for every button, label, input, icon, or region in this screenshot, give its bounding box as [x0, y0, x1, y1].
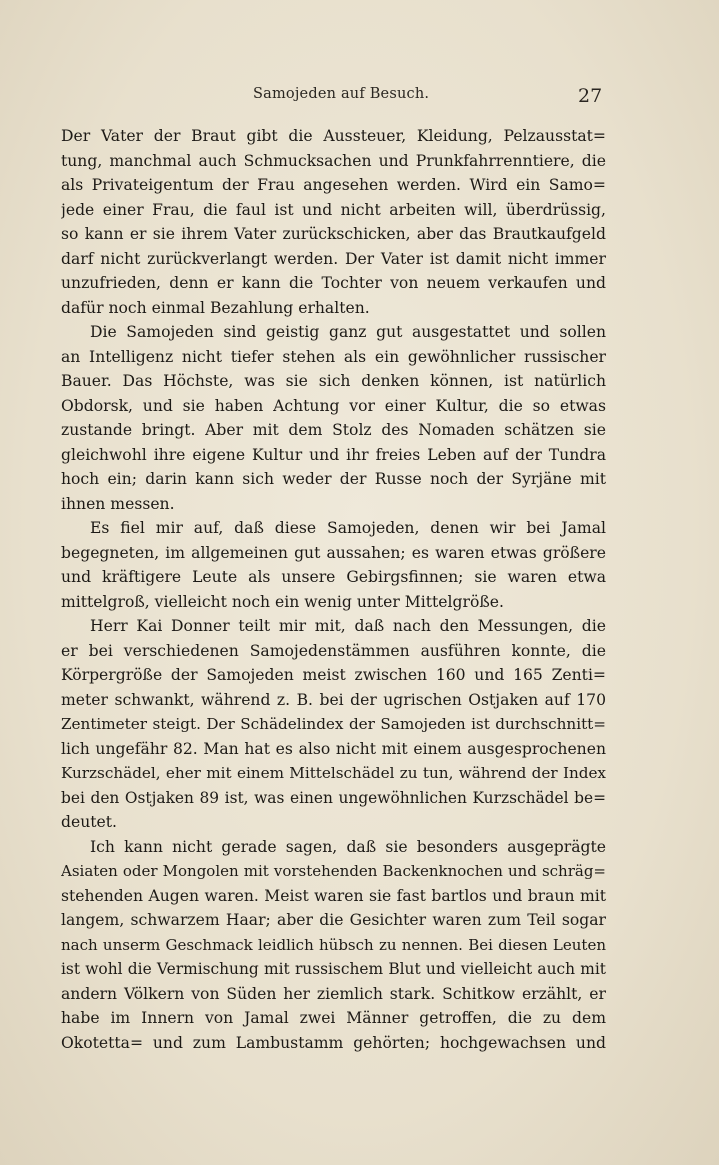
- text-line: Bauer. Das Höchste, was sie sich denken können, ist natürlich: [61, 372, 606, 390]
- text-line: gleichwohl ihre eigene Kultur und ihr freies Leben auf der Tundra: [61, 445, 606, 464]
- text-line: als Privateigentum der Frau angesehen werden. Wird ein Samo=: [61, 176, 606, 194]
- running-title: Samojeden auf Besuch.: [253, 86, 430, 102]
- text-line: darf nicht zurückverlangt werden. Der Vater ist damit nicht immer: [61, 249, 606, 268]
- text-line: Ich kann nicht gerade sagen, daß sie besonders ausgeprägte: [90, 837, 606, 856]
- text-line: an Intelligenz nicht tiefer stehen als ein gewöhnlicher russischer: [61, 347, 606, 366]
- text-line: unzufrieden, denn er kann die Tochter von neuem verkaufen und: [61, 274, 606, 292]
- text-line: nach unserm Geschmack leidlich hübsch zu nennen. Bei diesen Leuten: [61, 935, 606, 954]
- text-line: Die Samojeden sind geistig ganz gut ausgestattet und sollen: [90, 323, 606, 341]
- text-line: er bei verschiedenen Samojedenstämmen ausführen konnte, die: [61, 641, 606, 660]
- text-line: Asiaten oder Mongolen mit vorstehenden Backenknochen und schräg=: [61, 862, 606, 880]
- text-line: bei den Ostjaken 89 ist, was einen ungewöhnlichen Kurzschädel be=: [61, 788, 606, 807]
- text-line: und kräftigere Leute als unsere Gebirgsfinnen; sie waren etwa: [61, 568, 606, 586]
- text-line: jede einer Frau, die faul ist und nicht arbeiten will, überdrüssig,: [61, 200, 606, 219]
- text-line: meter schwankt, während z. B. bei der ugrischen Ostjaken auf 170: [61, 690, 606, 709]
- text-line: ist wohl die Vermischung mit russischem Blut und vielleicht auch mit: [61, 960, 606, 978]
- text-line: ihnen messen.: [61, 494, 175, 513]
- text-line: deutet.: [61, 813, 117, 831]
- text-line: stehenden Augen waren. Meist waren sie fast bartlos und braun mit: [61, 886, 606, 905]
- text-line: Zentimeter steigt. Der Schädelindex der Samojeden ist durchschnitt=: [61, 715, 606, 733]
- text-line: Es fiel mir auf, daß diese Samojeden, denen wir bei Jamal: [90, 519, 606, 537]
- text-line: tung, manchmal auch Schmucksachen und Prunkfahrrenntiere, die: [61, 151, 606, 170]
- page-number: 27: [578, 85, 603, 107]
- text-line: hoch ein; darin kann sich weder der Russe noch der Syrjäne mit: [61, 470, 606, 488]
- text-line: habe im Innern von Jamal zwei Männer getroffen, die zu dem: [61, 1009, 606, 1027]
- text-line: dafür noch einmal Bezahlung erhalten.: [61, 298, 370, 317]
- text-line: andern Völkern von Süden her ziemlich stark. Schitkow erzählt, er: [61, 984, 606, 1003]
- text-line: Obdorsk, und sie haben Achtung vor einer Kultur, die so etwas: [61, 396, 606, 415]
- text-line: Herr Kai Donner teilt mir mit, daß nach den Messungen, die: [90, 617, 606, 635]
- text-line: so kann er sie ihrem Vater zurückschicken, aber das Brautkaufgeld: [61, 225, 606, 243]
- text-line: Der Vater der Braut gibt die Aussteuer, Kleidung, Pelzausstat=: [61, 127, 606, 145]
- text-line: mittelgroß, vielleicht noch ein wenig unter Mittelgröße.: [61, 592, 504, 611]
- text-line: Okotetta= und zum Lambustamm gehörten; hochgewachsen und: [61, 1033, 606, 1052]
- text-line: lich ungefähr 82. Man hat es also nicht mit einem ausgesprochenen: [61, 739, 606, 758]
- text-line: langem, schwarzem Haar; aber die Gesichter waren zum Teil sogar: [61, 911, 606, 929]
- text-line: Kurzschädel, eher mit einem Mittelschädel zu tun, während der Index: [61, 764, 606, 782]
- body-text: [61, 124, 606, 1055]
- text-line: begegneten, im allgemeinen gut aussahen; es waren etwas größere: [61, 543, 606, 562]
- text-line: zustande bringt. Aber mit dem Stolz des Nomaden schätzen sie: [61, 421, 606, 439]
- text-line: Körpergröße der Samojeden meist zwischen 160 und 165 Zenti=: [61, 666, 606, 684]
